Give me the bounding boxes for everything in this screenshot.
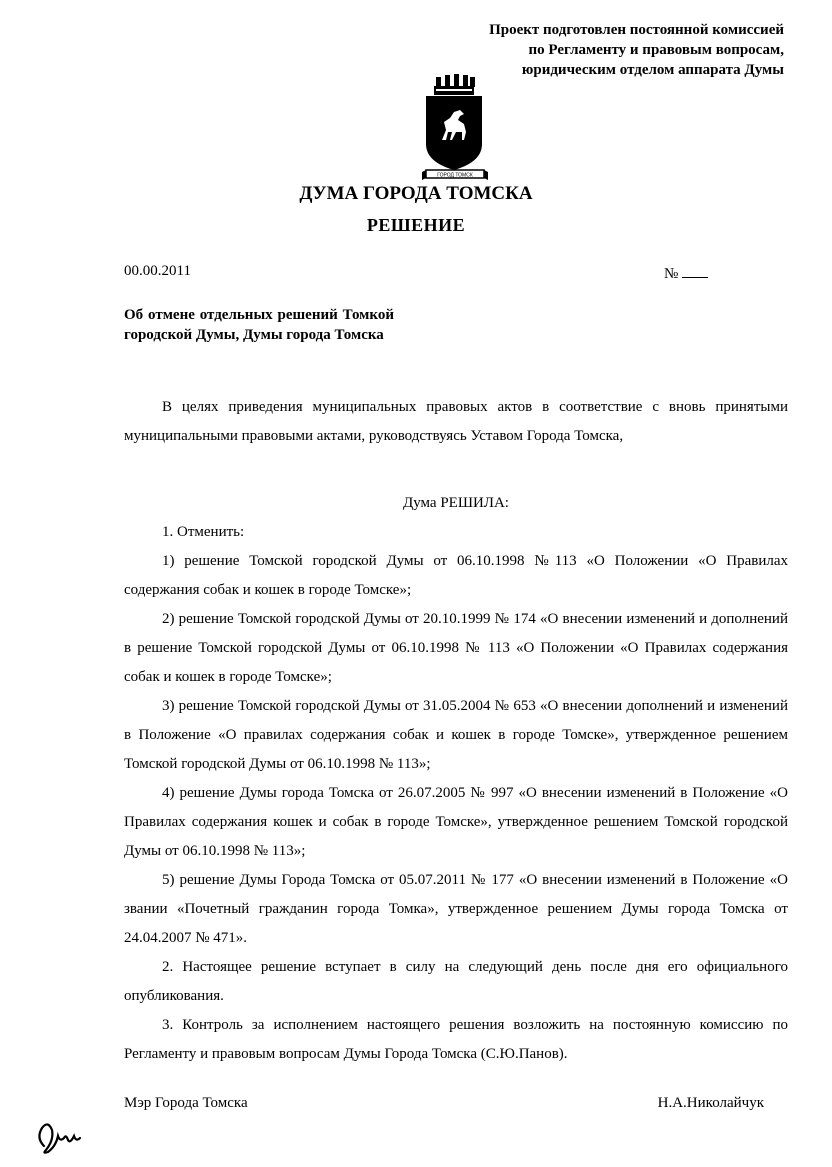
clause: 5) решение Думы Города Томска от 05.07.2011 № 177 «О внесении изменений в Положение «О звании «Почетный гражданин города Томка», утвержденное решением Думы города Томска от 24.04.2007 № 471». [124,872,788,946]
ribbon-text: ГОРОД ТОМСК [437,172,473,179]
number-label: № [664,266,679,282]
prepared-line: юридическим отделом аппарата Думы [521,62,784,78]
number-blank [682,263,708,278]
document-date: 00.00.2011 [124,263,191,279]
council-name: ДУМА ГОРОДА ТОМСКА [299,183,533,204]
document-number [664,263,708,283]
clause: 3. Контроль за исполнением настоящего решения возложить на постоянную комиссию по Регламенту и правовым вопросам Думы Города Томска (С.Ю.Панов). [124,1017,788,1062]
clause: 3) решение Томской городской Думы от 31.05.2004 № 653 «О внесении дополнений и изменений в Положение «О правилах содержания собак и кошек в городе Томске», утвержденное решением Томской городской Думы от 06.10.1998 № 113»; [124,698,788,772]
clause: 4) решение Думы города Томска от 26.07.2005 № 997 «О внесении изменений в Положение «О Правилах содержания кошек и собак в городе Томске», утвержденное решением Томской городской Думы от 06.10.1998 № 113»; [124,785,788,859]
resolved-heading: Дума РЕШИЛА: [403,495,509,511]
signatory-name: Н.А.Николайчук [657,1095,764,1111]
document-subject: Об отмене отдельных решений Томкой городской Думы, Думы города Томска [124,307,394,343]
signatory-title: Мэр Города Томска [124,1095,248,1111]
document-type: РЕШЕНИЕ [366,215,466,235]
handwritten-signature [34,1108,94,1158]
coat-of-arms-icon [420,74,490,186]
ribbon-icon [422,170,488,180]
document-body [124,393,788,1069]
preamble: В целях приведения муниципальных правовых актов в соответствие с вновь принятыми муниципальными правовыми актами, руководствуясь Уставом Города Томска, [124,399,788,444]
prepared-by-note [489,20,784,80]
clause: 2. Настоящее решение вступает в силу на следующий день после дня его официального опубликования. [124,959,788,1004]
prepared-line: по Регламенту и правовым вопросам, [528,42,784,58]
clause: 1. Отменить: [162,524,245,540]
clause: 1) решение Томской городской Думы от 06.10.1998 №113 «О Положении «О Правилах содержания собак и кошек в городе Томске»; [124,553,788,598]
clause: 2) решение Томской городской Думы от 20.10.1999 № 174 «О внесении изменений и дополнений в решение Томской городской Думы от 06.10.1998 № 113 «О Положении «О Правилах содержания собак и кошек в городе Томске»; [124,611,788,685]
prepared-line: Проект подготовлен постоянной комиссией [489,22,784,38]
crown-icon [434,74,475,95]
